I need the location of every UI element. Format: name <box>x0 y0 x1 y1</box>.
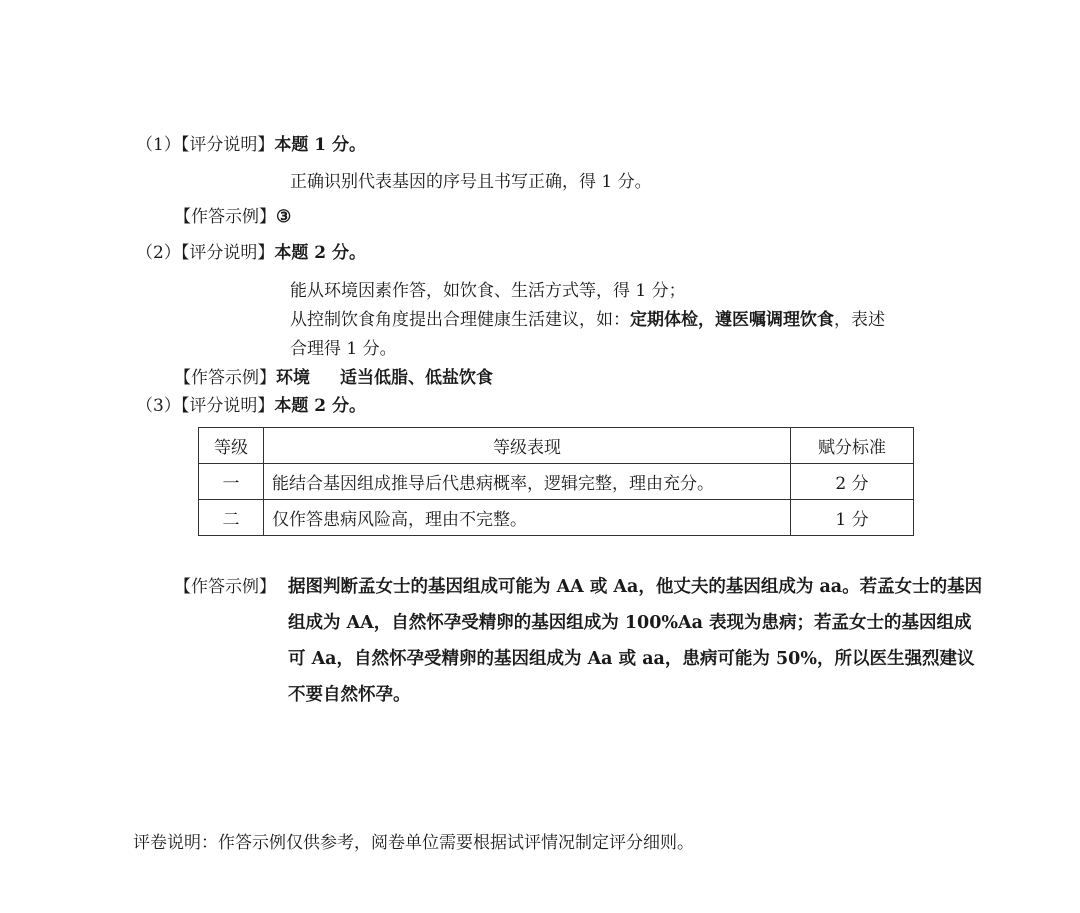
q2-line2-bold: 定期体检，遵医嘱调理饮食 <box>630 310 834 330</box>
row2-level: 二 <box>199 500 264 536</box>
q3-scoring-label: 【评分说明】 <box>180 396 275 416</box>
q1-header <box>136 134 366 156</box>
q1-example-answer: ③ <box>276 207 292 227</box>
q1-example-label: 【作答示例】 <box>174 207 276 227</box>
row2-score: 1 分 <box>791 500 914 536</box>
q1-criteria: 正确识别代表基因的序号且书写正确，得 1 分。 <box>290 172 652 192</box>
header-performance: 等级表现 <box>264 428 791 464</box>
q2-example-b: 适当低脂、低盐饮食 <box>340 368 493 388</box>
q3-example-answer: 据图判断孟女士的基因组成可能为 AA 或 Aa，他丈夫的基因组成为 aa。若孟女士的基因组成为 AA，自然怀孕受精卵的基因组成为 100%Aa 表现为患病；若孟女士的基因组成可 Aa，自然怀孕受精卵的基因组成为 Aa 或 aa，患病可能为 50%，所以医生强烈建议不要自然怀孕。 <box>288 577 983 705</box>
q1-title: 本题 1 分。 <box>274 135 366 155</box>
row2-performance: 仅作答患病风险高，理由不完整。 <box>264 500 791 536</box>
q2-criteria-line1: 能从环境因素作答，如饮食、生活方式等，得 1 分； <box>290 281 686 301</box>
header-level: 等级 <box>199 428 264 464</box>
q2-example-a: 环境 <box>276 368 310 388</box>
q3-title: 本题 2 分。 <box>274 396 366 416</box>
q2-line2-pre: 从控制饮食角度提出合理健康生活建议，如： <box>290 310 630 330</box>
q2-example <box>174 367 493 389</box>
q1-example <box>174 206 291 228</box>
q2-number: （2） <box>136 243 181 263</box>
q2-criteria-line3: 合理得 1 分。 <box>290 339 397 359</box>
q3-header <box>136 395 366 417</box>
marking-note: 评卷说明：作答示例仅供参考，阅卷单位需要根据试评情况制定评分细则。 <box>133 833 694 853</box>
q3-example-label: 【作答示例】 <box>174 577 276 597</box>
q2-header <box>136 242 366 264</box>
q2-criteria-line2 <box>290 309 885 331</box>
q2-scoring-label: 【评分说明】 <box>180 243 275 263</box>
row1-score: 2 分 <box>791 464 914 500</box>
table-row <box>199 464 914 500</box>
row1-performance: 能结合基因组成推导后代患病概率，逻辑完整，理由充分。 <box>264 464 791 500</box>
q2-title: 本题 2 分。 <box>274 243 366 263</box>
grading-table-header-row <box>199 428 914 464</box>
q2-example-label: 【作答示例】 <box>174 368 276 388</box>
header-score: 赋分标准 <box>791 428 914 464</box>
grading-table <box>198 427 914 536</box>
q2-line2-post: ，表述 <box>834 310 885 330</box>
q1-scoring-label: 【评分说明】 <box>180 135 275 155</box>
q1-number: （1） <box>136 135 181 155</box>
q3-number: （3） <box>136 396 181 416</box>
row1-level: 一 <box>199 464 264 500</box>
table-row <box>199 500 914 536</box>
